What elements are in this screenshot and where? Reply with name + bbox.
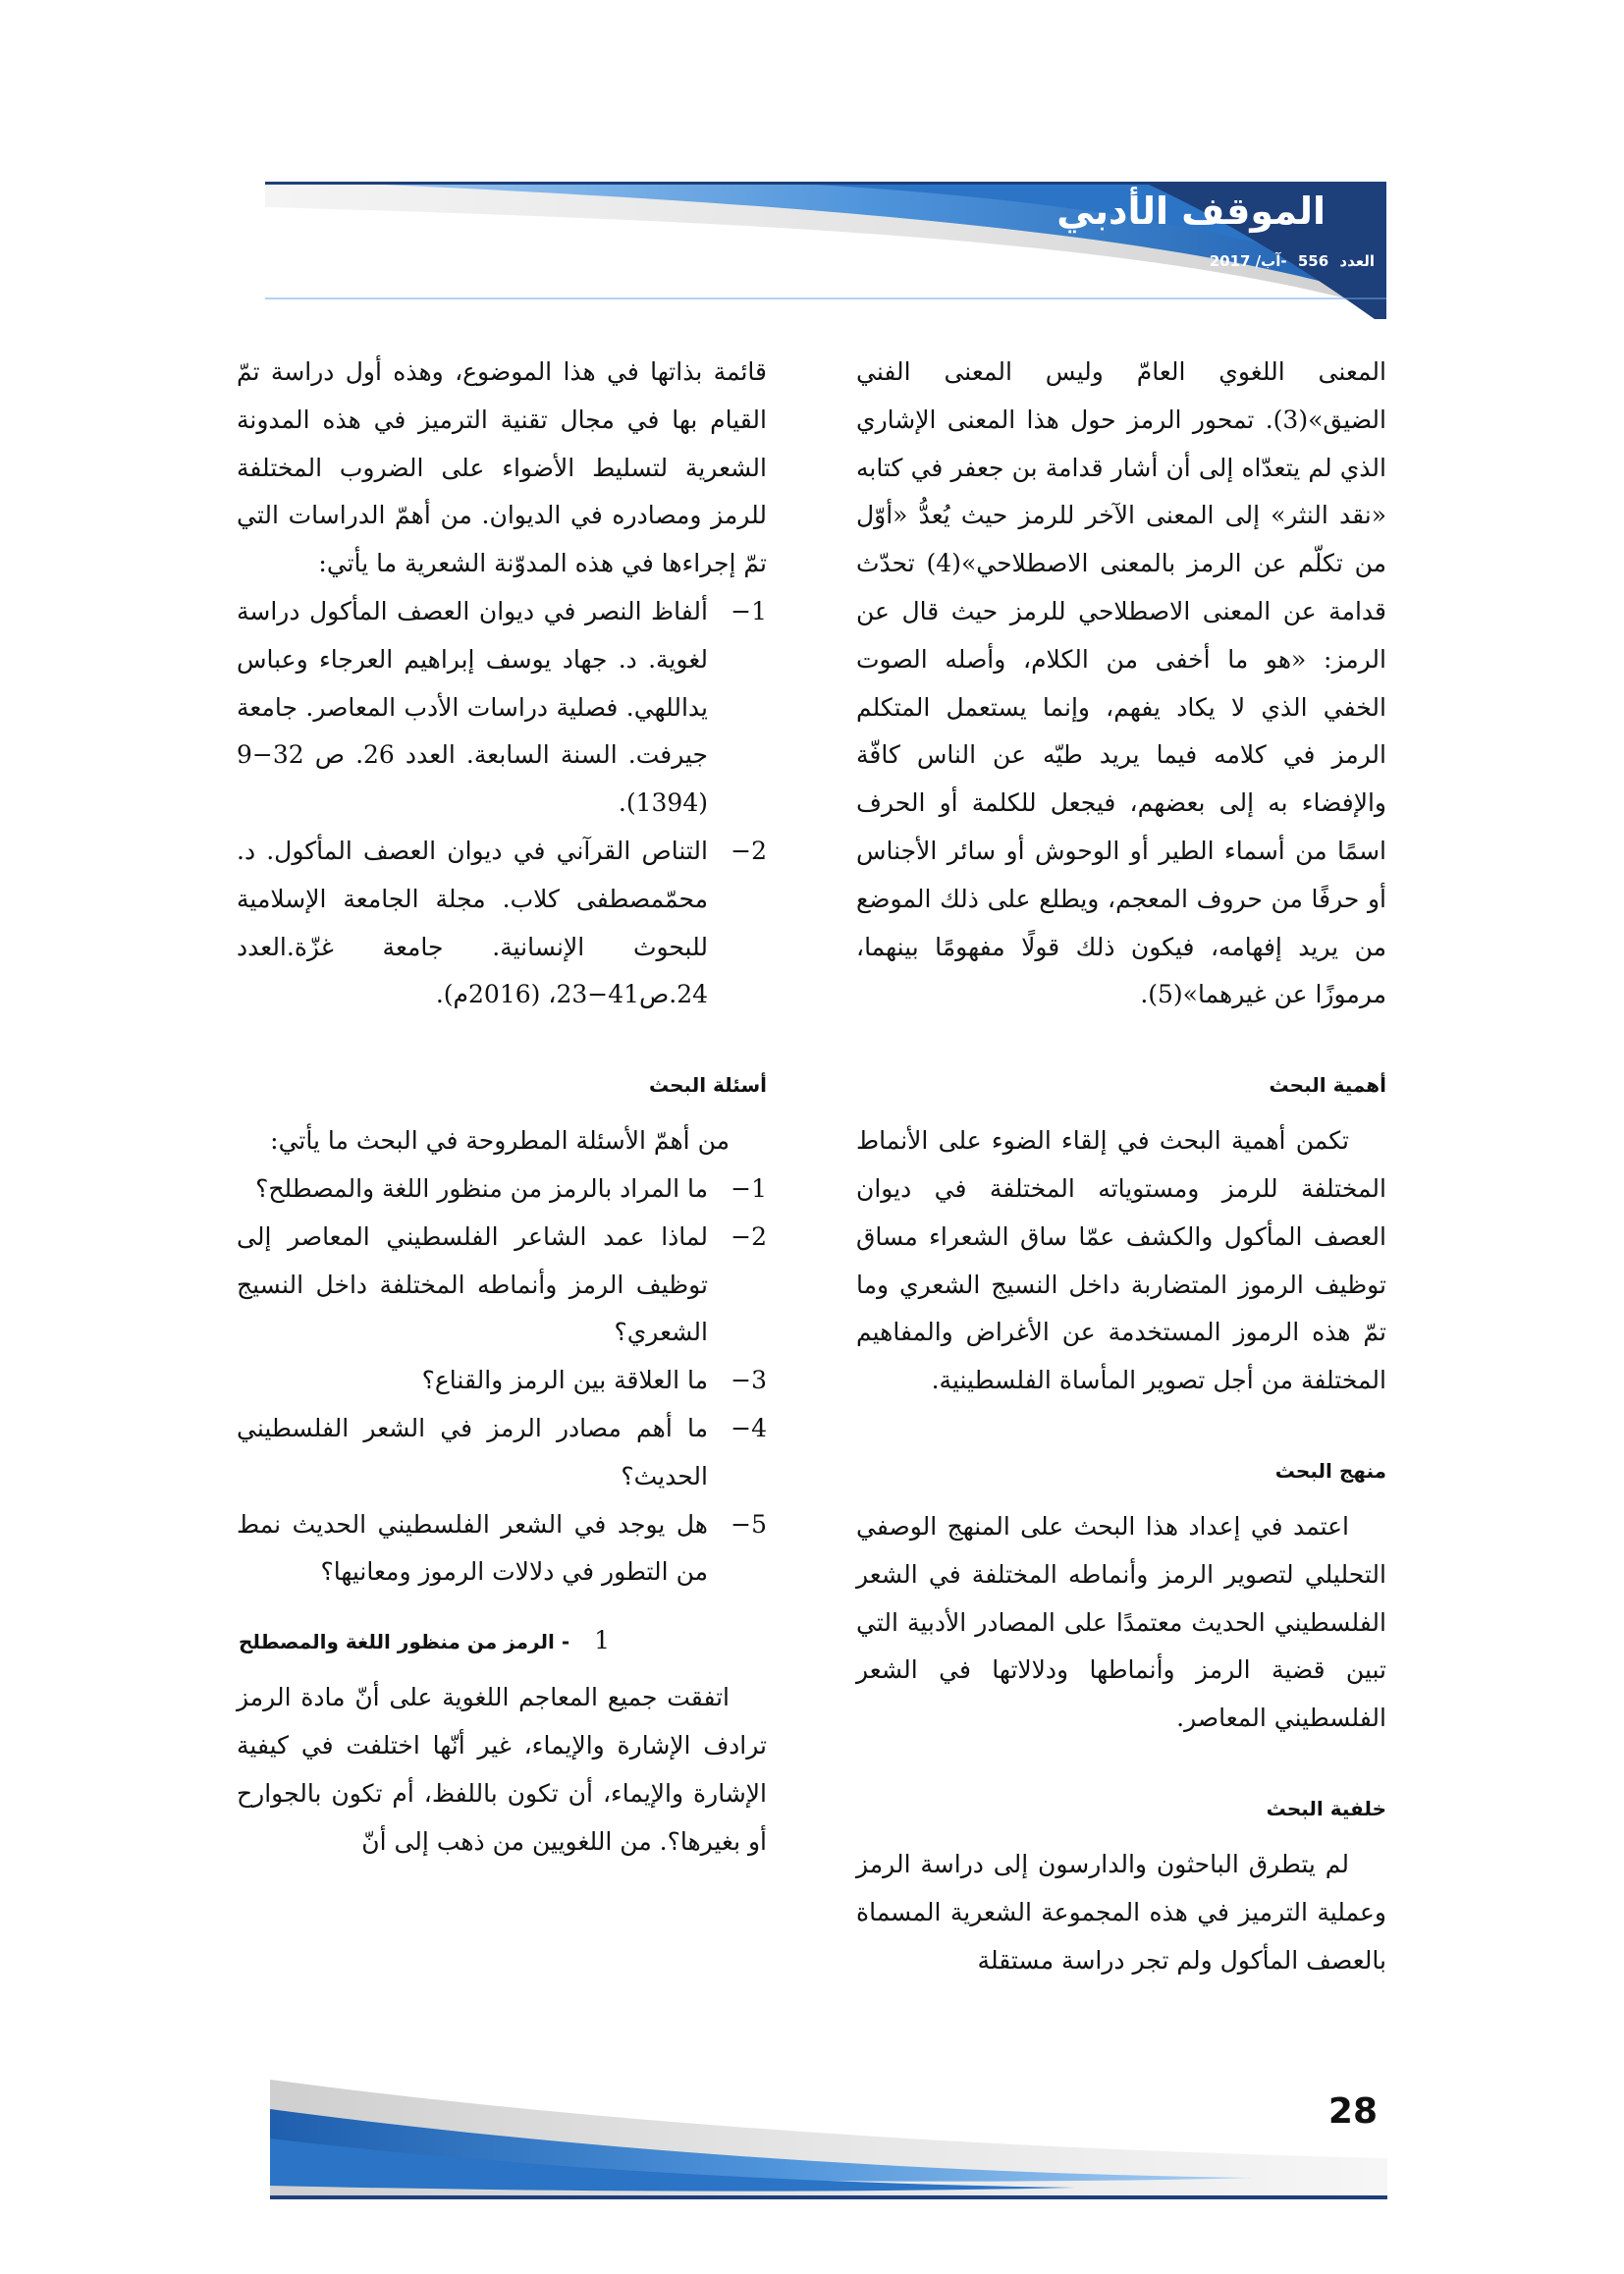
footer-swoosh-graphic (270, 2070, 1387, 2199)
list-item (237, 1405, 767, 1501)
list-item-text: هل يوجد في الشعر الفلسطيني الحديث نمط من التطور في دلالات الرموز ومعانيها؟ (237, 1509, 708, 1587)
paragraph-research-questions: من أهمّ الأسئلة المطروحة في البحث ما يأتي: (270, 1126, 730, 1156)
previous-studies-list (237, 588, 767, 1019)
magazine-logo: الموقف الأدبي (1056, 190, 1326, 233)
issue-info (1204, 252, 1375, 270)
list-item-number: 1− (731, 596, 767, 625)
heading-research-background: خلفية البحث (1266, 1796, 1386, 1820)
paragraph-previous-studies: قائمة بذاتها في هذا الموضوع، وهذه أول دراسة تمّ القيام بها في مجال تقنية الترميز في هذه المدونة الشعرية لتسليط الأضواء على الضروب المختلفة للرمز ومصادره في الديوان. من أهمّ الدراسات التي تمّ إجراءها في هذه المدوّنة الشعرية ما يأتي: (237, 357, 767, 578)
issue-date: -آب/ 2017 (1209, 252, 1287, 270)
list-item-number: 1− (731, 1173, 767, 1203)
subheading-number: 1 (594, 1626, 610, 1655)
list-item-number: 4− (731, 1413, 767, 1442)
list-item (237, 828, 767, 1019)
subheading-text: - الرمز من منظور اللغة والمصطلح (238, 1630, 570, 1654)
issue-label: العدد (1339, 252, 1375, 270)
list-item (237, 1357, 767, 1405)
paragraph-research-importance: تكمن أهمية البحث في إلقاء الضوء على الأنماط المختلفة للرمز ومستوياته المختلفة في ديوان العصف المأكول والكشف عمّا ساق الشعراء مساق توظيف الرموز المتضاربة داخل النسيج الشعري وما تمّ هذه الرموز المستخدمة عن الأغراض والمفاهيم المختلفة من أجل تصوير المأساة الفلسطينية. (856, 1126, 1386, 1395)
list-item (237, 588, 767, 828)
research-questions-list (237, 1165, 767, 1597)
right-column (856, 349, 1386, 1984)
list-item-text: لماذا عمد الشاعر الفلسطيني المعاصر إلى توظيف الرمز وأنماطه المختلفة داخل النسيج الشعري؟ (237, 1221, 708, 1347)
list-item-number: 5− (731, 1509, 767, 1539)
list-item-text: ما المراد بالرمز من منظور اللغة والمصطلح؟ (255, 1173, 708, 1203)
page-footer (270, 2070, 1387, 2199)
heading-research-questions: أسئلة البحث (648, 1073, 767, 1098)
list-item (237, 1501, 767, 1597)
paragraph-research-method: اعتمد في إعداد هذا البحث على المنهج الوصفي التحليلي لتصوير الرمز وأنماطه المختلفة في الشعر الفلسطيني الحديث معتمدًا على المصادر الأدبية التي تبين قضية الرمز وأنماطها ودلالاتها في الشعر الفلسطيني المعاصر. (856, 1511, 1386, 1733)
page-header (265, 182, 1386, 319)
list-item-number: 2− (731, 1221, 767, 1251)
paragraph-symbol-dictionaries: اتفقت جميع المعاجم اللغوية على أنّ مادة الرمز ترادف الإشارة والإيماء، غير أنّها اختلفت في كيفية الإشارة والإيماء، أن تكون باللفظ، أم تكون بالجوارح أو بغيرها؟. من اللغويين من ذهب إلى أنّ (237, 1683, 767, 1856)
subheading-symbol-language-term (237, 1626, 767, 1656)
heading-research-method: منهج البحث (1274, 1458, 1386, 1483)
list-item-text: ما أهم مصادر الرمز في الشعر الفلسطيني الحديث؟ (237, 1413, 708, 1490)
left-column (237, 349, 767, 1866)
list-item-text: ألفاظ النصر في ديوان العصف المأكول دراسة لغوية. د. جهاد يوسف إبراهيم العرجاء وعباس يداللهي. فصلية دراسات الأدب المعاصر. جامعة جيرفت. السنة السابعة. العدد 26. ص 32−9 (1394). (237, 596, 708, 818)
issue-number: 556 (1297, 252, 1329, 270)
list-item-text: التناص القرآني في ديوان العصف المأكول. د. محمّمصطفى كلاب. مجلة الجامعة الإسلامية للبحوث الإنسانية. جامعة غزّة.العدد 24.ص41−23، (2016م). (237, 836, 708, 1009)
list-item-number: 3− (731, 1366, 767, 1395)
list-item-number: 2− (731, 836, 767, 865)
heading-research-importance: أهمية البحث (1269, 1073, 1386, 1098)
paragraph-qudama-symbol: المعنى اللغوي العامّ وليس المعنى الفني الضيق»(3). تمحور الرمز حول هذا المعنى الإشاري الذي لم يتعدّاه إلى أن أشار قدامة بن جعفر في كتابه «نقد النثر» إلى المعنى الآخر للرمز حيث يُعدُّ «أوّل من تكلّم عن الرمز بالمعنى الاصطلاحي»(4) تحدّث قدامة عن المعنى الاصطلاحي للرمز حيث قال عن الرمز: «هو ما أخفى من الكلام، وأصله الصوت الخفي الذي لا يكاد يفهم، وإنما يستعمل المتكلم الرمز في كلامه فيما يريد طيّه عن الناس كافّة والإفضاء به إلى بعضهم، فيجعل للكلمة أو الحرف اسمًا من أسماء الطير أو الوحوش أو سائر الأجناس أو حرفًا من حروف المعجم، ويطلع على ذلك الموضع من يريد إفهامه، فيكون ذلك قولًا مفهومًا بينهما، مرموزًا عن غيرهما»(5). (856, 357, 1386, 1009)
list-item (237, 1165, 767, 1214)
list-item (237, 1214, 767, 1357)
paragraph-research-background: لم يتطرق الباحثون والدارسون إلى دراسة الرمز وعملية الترميز في هذه المجموعة الشعرية المسماة بالعصف المأكول ولم تجر دراسة مستقلة (856, 1849, 1386, 1975)
page-number: 28 (1327, 2091, 1378, 2132)
list-item-text: ما العلاقة بين الرمز والقناع؟ (421, 1366, 708, 1395)
